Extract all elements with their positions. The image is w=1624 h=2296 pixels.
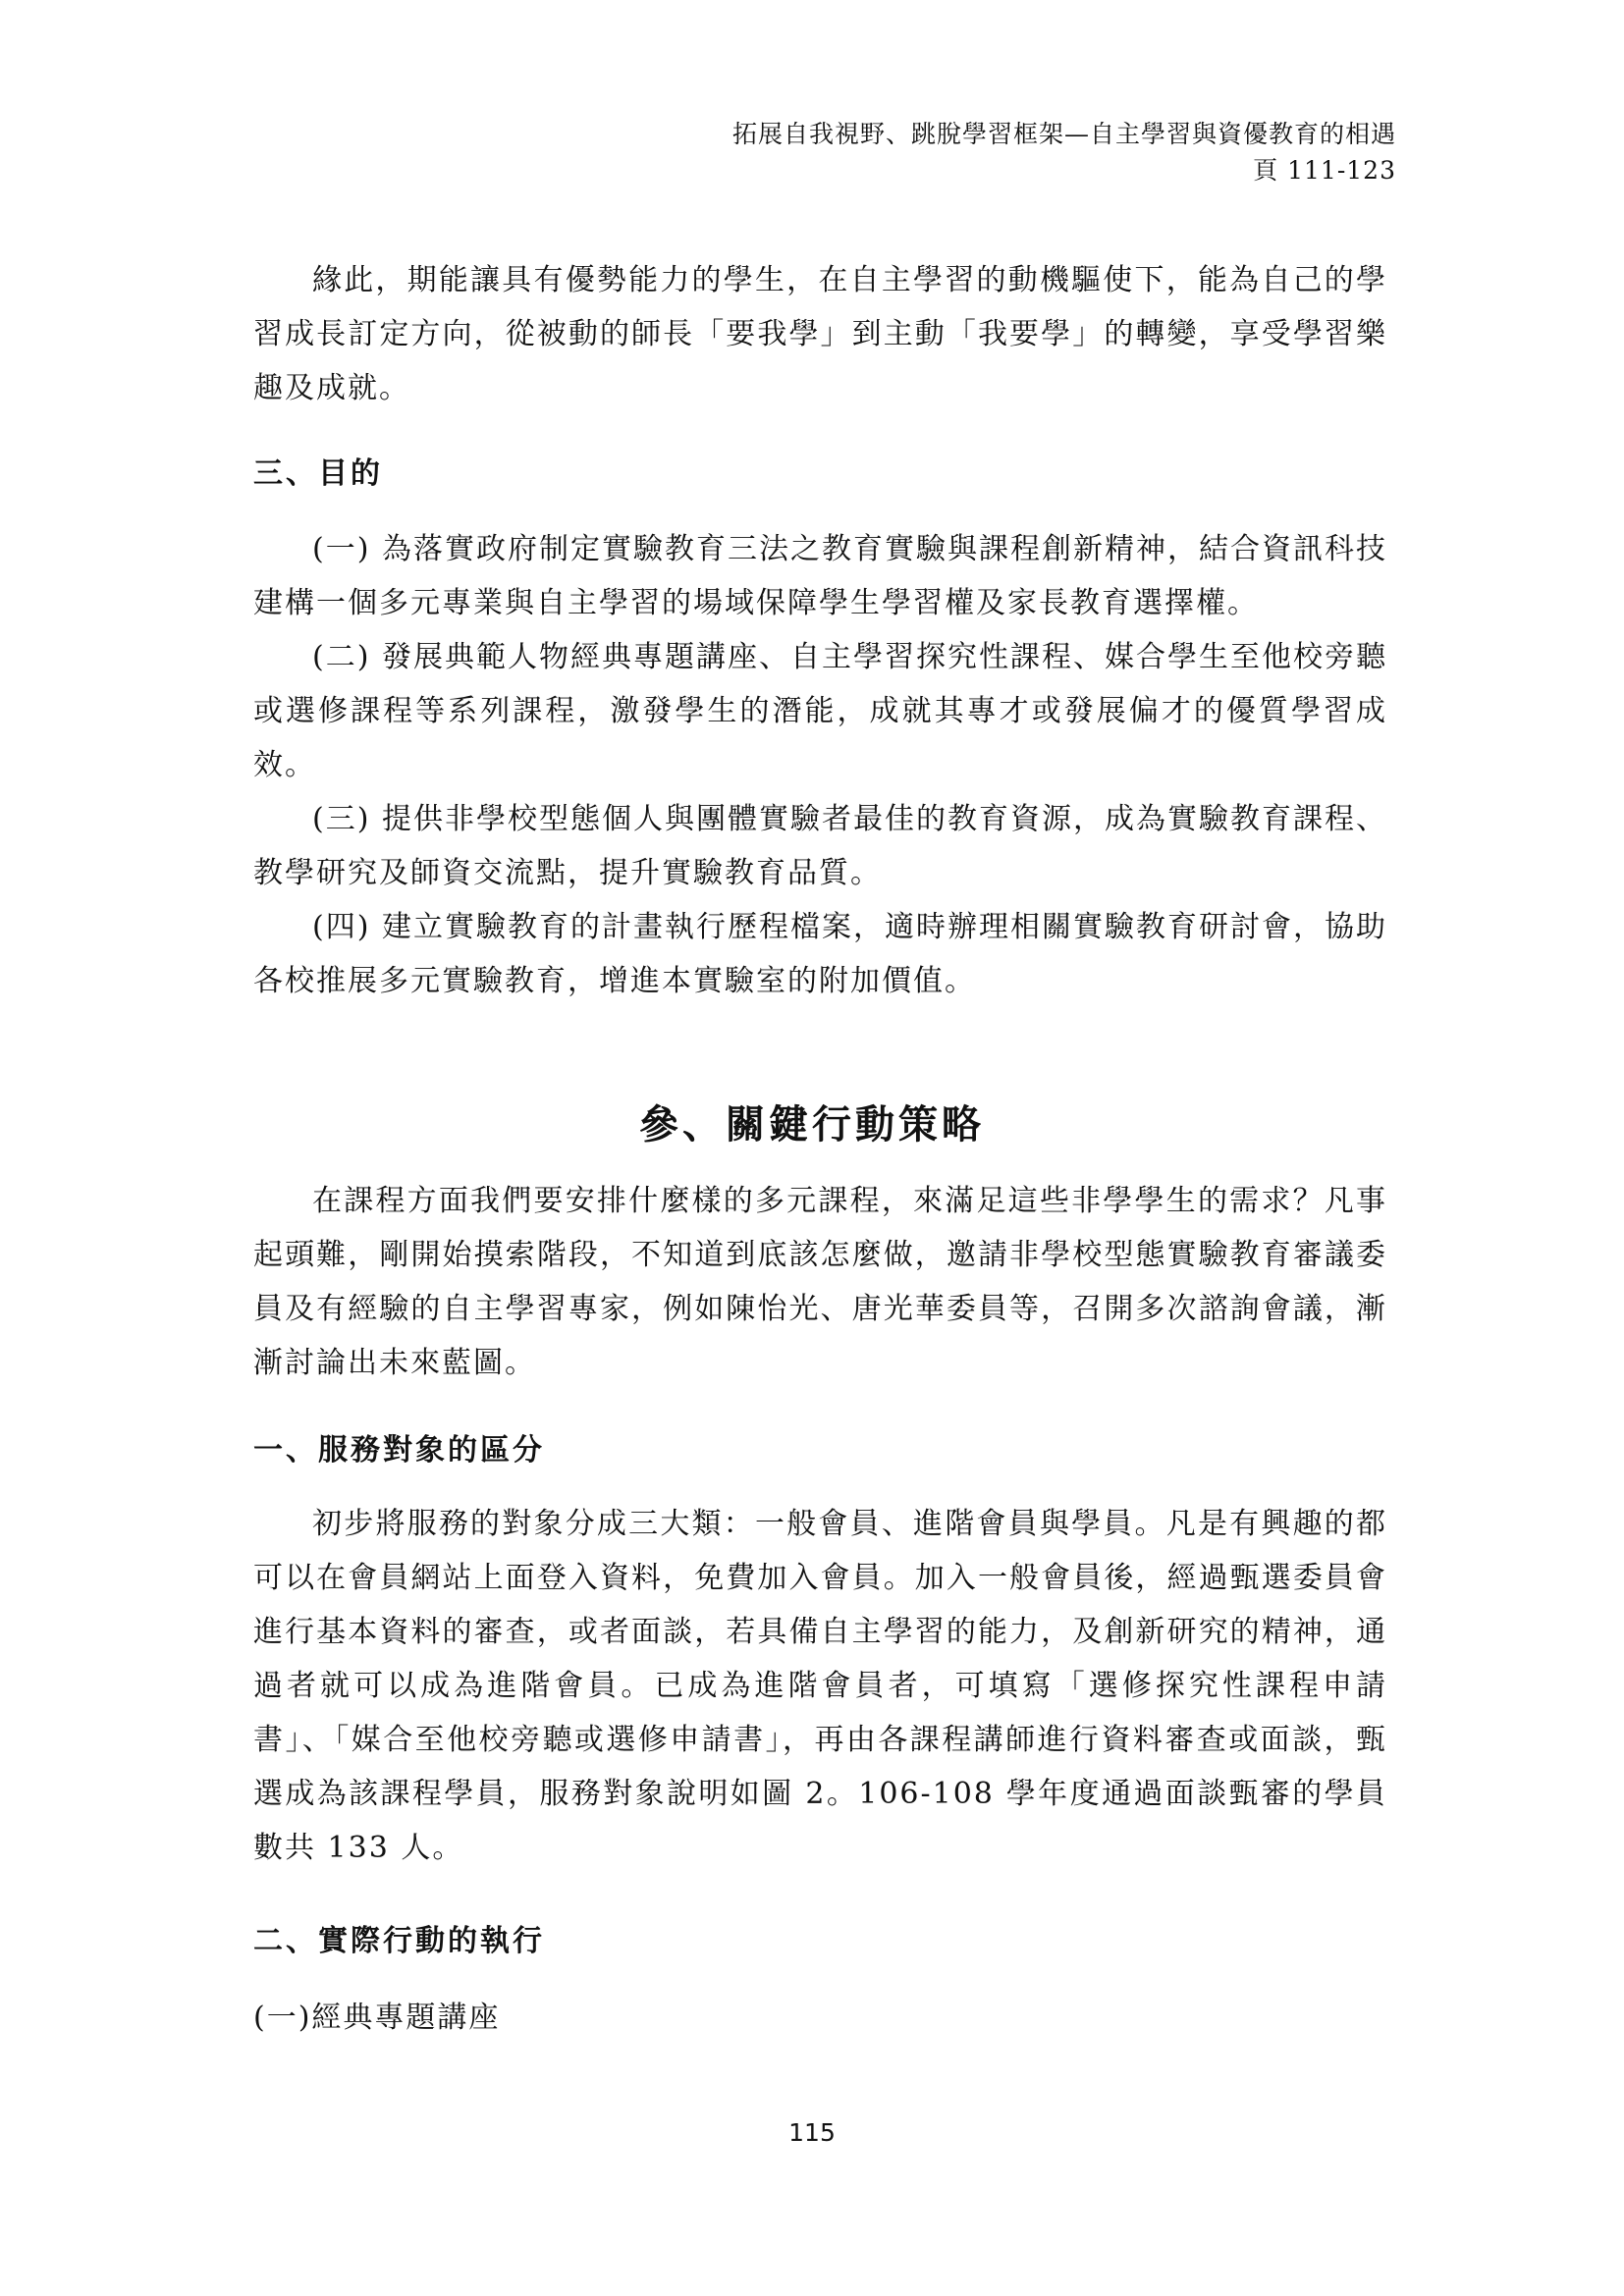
purpose-heading: 三、目的 [253, 456, 383, 491]
purpose-item: (二) 發展典範人物經典專題講座、自主學習探究性課程、媒合學生至他校旁聽或選修課程等系列課程，激發學生的潛能，成就其專才或發展偏才的優質學習成效。 [253, 640, 1387, 782]
actions-subheading: (一)經典專題講座 [253, 2001, 501, 2035]
actions-heading: 二、實際行動的執行 [253, 1924, 545, 1958]
purpose-item: (一) 為落實政府制定實驗教育三法之教育實驗與課程創新精神，結合資訊科技建構一個多元專業與自主學習的場域保障學生學習權及家長教育選擇權。 [253, 532, 1387, 620]
service-targets-paragraph: 初步將服務的對象分成三大類：一般會員、進階會員與學員。凡是有興趣的都可以在會員網站上面登入資料，免費加入會員。加入一般會員後，經過甄選委員會進行基本資料的審查，或者面談，若具備自主學習的能力，及創新研究的精神，通過者就可以成為進階會員。已成為進階會員者，可填寫「選修探究性課程申請書」、「媒合至他校旁聽或選修申請書」，再由各課程講師進行資料審查或面談，甄選成為該課程學員，服務對象說明如圖 2。106-108 學年度通過面談甄審的學員數共 133 人。 [253, 1507, 1387, 1865]
actions-subheading-block [253, 1991, 1387, 2045]
service-targets-block [253, 1497, 1387, 1875]
page-number: 115 [788, 2118, 836, 2147]
section-title: 參、關鍵行動策略 [639, 1101, 985, 1148]
section-intro-paragraph: 在課程方面我們要安排什麼樣的多元課程，來滿足這些非學學生的需求？凡事起頭難，剛開始摸索階段，不知道到底該怎麼做，邀請非學校型態實驗教育審議委員及有經驗的自主學習專家，例如陳怡光、唐光華委員等，召開多次諮詢會議，漸漸討論出未來藍圖。 [253, 1184, 1387, 1380]
purpose-item: (四) 建立實驗教育的計畫執行歷程檔案，適時辦理相關實驗教育研討會，協助各校推展多元實驗教育，增進本實驗室的附加價值。 [253, 910, 1387, 998]
running-header [732, 116, 1396, 188]
section-intro-block [253, 1174, 1387, 1390]
purpose-block [253, 447, 1387, 501]
intro-paragraph: 緣此，期能讓具有優勢能力的學生，在自主學習的動機驅使下，能為自己的學習成長訂定方向，從被動的師長「要我學」到主動「我要學」的轉變，享受學習樂趣及成就。 [253, 263, 1387, 405]
intro-block [253, 253, 1387, 415]
header-title: 拓展自我視野、跳脫學習框架—自主學習與資優教育的相遇 [731, 120, 1396, 148]
purpose-item: (三) 提供非學校型態個人與團體實驗者最佳的教育資源，成為實驗教育課程、教學研究及師資交流點，提升實驗教育品質。 [253, 802, 1387, 890]
service-targets-heading-block [253, 1423, 1387, 1477]
actions-heading-block [253, 1914, 1387, 1968]
purpose-list [253, 522, 1387, 1008]
header-page-range: 頁 111-123 [1253, 156, 1396, 185]
service-targets-heading: 一、服務對象的區分 [253, 1433, 545, 1468]
